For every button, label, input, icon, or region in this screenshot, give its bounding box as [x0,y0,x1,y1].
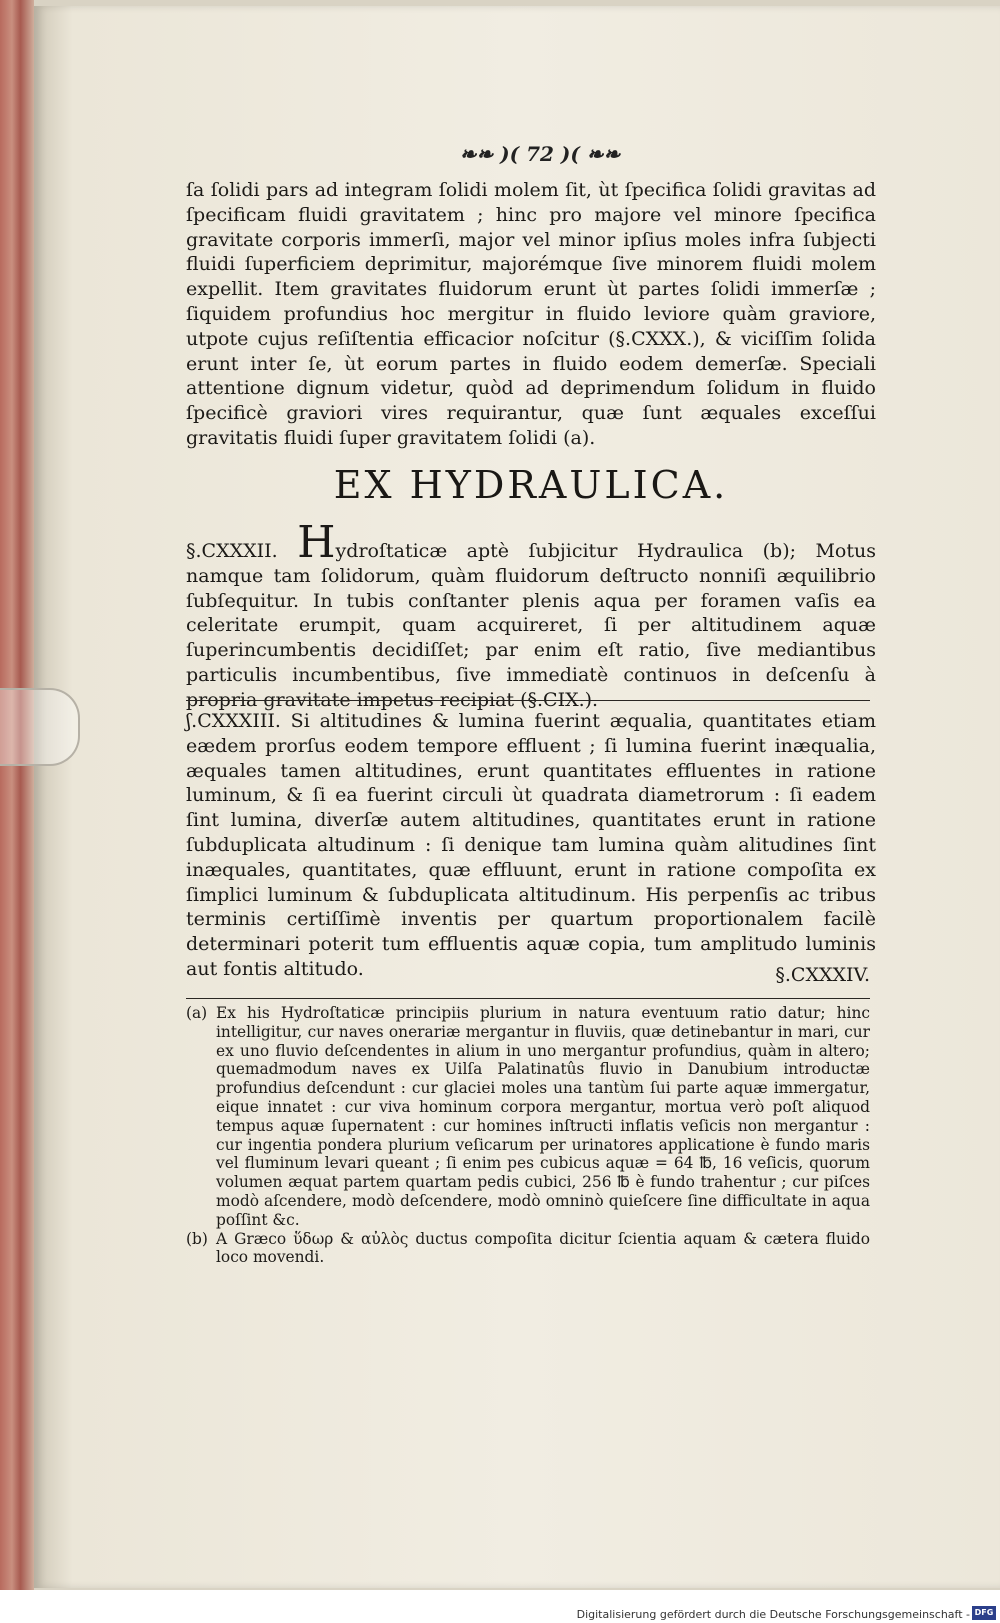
section-heading: EX HYDRAULICA. [333,463,729,507]
footnote-divider [186,998,870,999]
footnote-mark: (a) [186,1004,208,1022]
divider-rule [186,700,870,701]
bookmark-clip [0,688,80,766]
catchword: §.CXXXIV. [775,964,870,986]
footnote-a [186,1004,870,1230]
paragraph-text: ydroſtaticæ aptè ſubjicitur Hydraulica (b); Motus namque tam ſolidorum, quàm fluidorum deſtructo nonniſi æquilibrio ſubſequitur. In tubis conſtanter plenis aqua per foramen vaſis ea celeritate erumpit, quam acquireret, ſi per altitudinem aquæ ſuperincumbentis decidiſſet; par enim eſt ratio, ſive mediantibus particulis incumbentibus, ſive immediatè continuos in deſcenſu à propria gravitate impetus recipiat (§.CIX.). [186,540,876,711]
footnote-text: A Græco ὕδωρ & αὐλὸς ductus compoſita dicitur ſcientia aquam & cætera fluido loco movendi. [216,1229,870,1267]
paragraph-continuation [186,178,876,451]
paragraph-cxxxii [186,517,876,713]
paragraph-cxxxiii [186,709,876,982]
section-number: §.CXXXII. [186,540,278,562]
paragraph-text: ʃ.CXXXIII. Si altitudines & lumina fuerint æqualia, quantitates etiam eædem prorſus eodem tempore effluent ; ſi lumina fuerint inæqualia, æquales tamen altitudines, erunt quantitates effluentes in ratione luminum, & ſi ea fuerint circuli ùt quadrata diametrorum : ſi eadem ſint lumina, diverſæ autem altitudines, quantitates erunt in ratione ſubduplicata altudinum : ſi denique tam lumina quàm alitudines ſint inæquales, quantitates, quæ effluunt, erunt in ratione compoſita ex ſimplici luminum & ſubduplicata altitudinum. His perpenſis ac tribus terminis certiſſimè inventis per quartum proportionalem facilè determinari poterit tum effluentis aquæ copia, tum amplitudo luminis aut fontis altitudo. [186,710,876,980]
drop-cap: H [297,517,336,568]
paragraph-text: ſa ſolidi pars ad integram ſolidi molem ſit, ùt ſpecifica ſolidi gravitas ad ſpecificam fluidi gravitatem ; hinc pro majore vel minore ſpecifica gravitate corporis immerſi, major vel minor ipſius moles infra ſubjecti fluidi ſuperficiem deprimitur, majorémque ſive minorem fluidi molem expellit. Item gravitates fluidorum erunt ùt partes ſolidi immerſæ ; ſiquidem profundius hoc mergitur in fluido leviore quàm graviore, utpote cujus reſiſtentia efficacior noſcitur (§.CXXX.), & viciſſim ſolida erunt inter ſe, ùt eorum partes in fluido eodem demerſæ. Speciali attentione dignum videtur, quòd ad deprimendum ſolidum in fluido ſpecificè graviori vires requirantur, quæ ſunt æquales exceſſui gravitatis fluidi ſuper gravitatem ſolidi (a). [186,179,876,449]
digitization-credit: Digitalisierung gefördert durch die Deutsche Forschungsgemeinschaft - [576,1608,970,1621]
footnote-b [186,1230,870,1268]
page-header [380,142,700,174]
book-page-edges [0,0,34,1590]
dfg-logo: DFG [972,1606,996,1620]
footnote-mark: (b) [186,1229,208,1248]
footnotes [186,1004,870,1267]
page-number-ornament: ❧❧ )( 72 )( ❧❧ [459,142,621,166]
footnote-text: Ex his Hydroſtaticæ principiis plurium in natura eventuum ratio datur; hinc intelligitur, cur naves onerariæ mergantur in fluviis, quæ detinebantur in mari, cur ex uno fluvio deſcendentes in alium in uno mergantur profundius, quàm in altero; quemadmodum naves ex Uilſa Palatinatûs fluvio in Danubium introductæ profundius deſcendunt : cur glaciei moles una tantùm ſui parte aquæ immergatur, eique innatet : cur viva hominum corpora mergantur, mortua verò poſt aliquod tempus aquæ ſupernatent : cur homines inſtructi inflatis veſicis non mergantur : cur ingentia pondera plurium veſicarum per urinatores applicatione è fundo maris vel fluminum levari queant ; ſi enim pes cubicus aquæ = 64 ℔, 16 veſicis, quorum volumen æquat partem quartam pedis cubici, 256 ℔ è fundo trahentur ; cur piſces modò aſcendere, modò deſcendere, modò omninò quieſcere ſine difficultate in aqua poſſint &c. [216,1004,870,1229]
